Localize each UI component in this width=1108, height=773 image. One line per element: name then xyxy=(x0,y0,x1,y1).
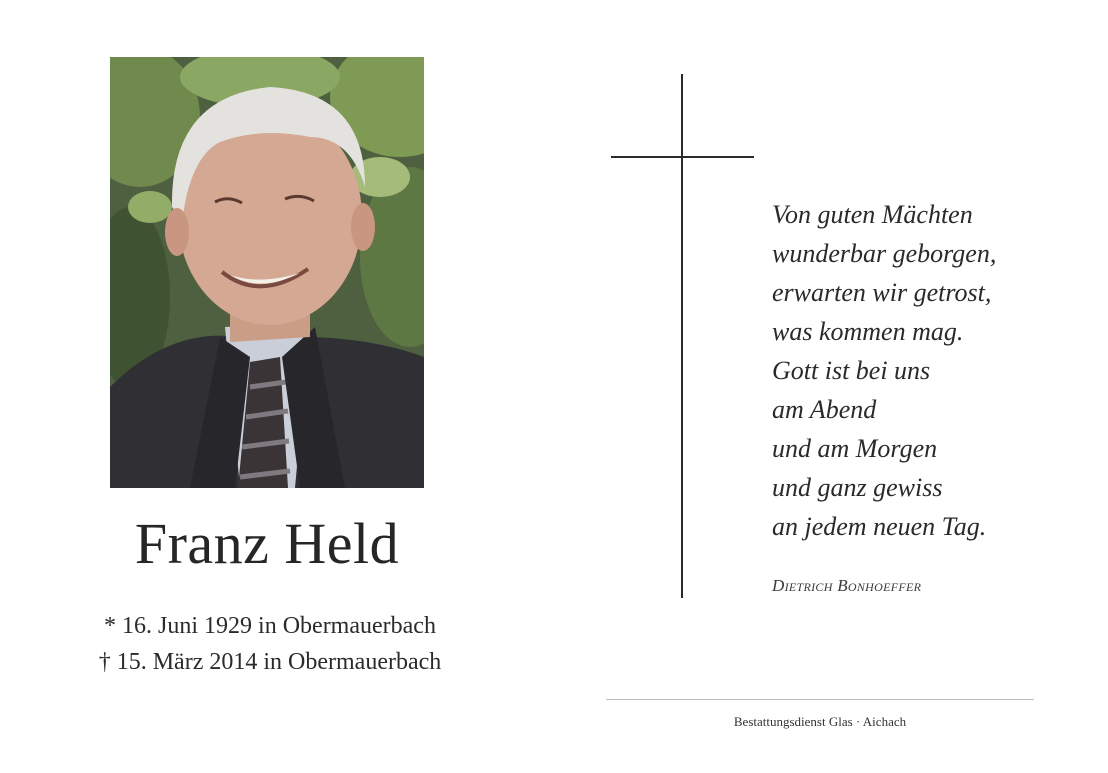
cross-icon xyxy=(681,74,683,598)
poem-line: Von guten Mächten xyxy=(772,200,973,229)
poem-line: wunderbar geborgen, xyxy=(772,239,997,268)
poem-line: an jedem neuen Tag. xyxy=(772,512,987,541)
funeral-service-credit: Bestattungsdienst Glas · Aichach xyxy=(733,714,907,729)
poem-line: erwarten wir getrost, xyxy=(772,278,992,307)
birth-line: * 16. Juni 1929 in Obermauerbach xyxy=(104,613,436,639)
deceased-name: Franz Held xyxy=(134,511,400,576)
footer-divider xyxy=(606,699,1034,700)
cross-beam xyxy=(611,156,754,158)
portrait-photo xyxy=(110,57,424,488)
poem xyxy=(772,195,1072,546)
poem-line: Gott ist bei uns xyxy=(772,356,931,385)
poem-line: was kommen mag. xyxy=(772,317,964,346)
poem-line: am Abend xyxy=(772,395,877,424)
life-dates xyxy=(60,608,480,680)
poem-line: und am Morgen xyxy=(772,434,938,463)
poem-author: Dietrich Bonhoeffer xyxy=(772,576,922,595)
death-line: † 15. März 2014 in Obermauerbach xyxy=(98,649,442,675)
poem-line: und ganz gewiss xyxy=(772,473,943,502)
